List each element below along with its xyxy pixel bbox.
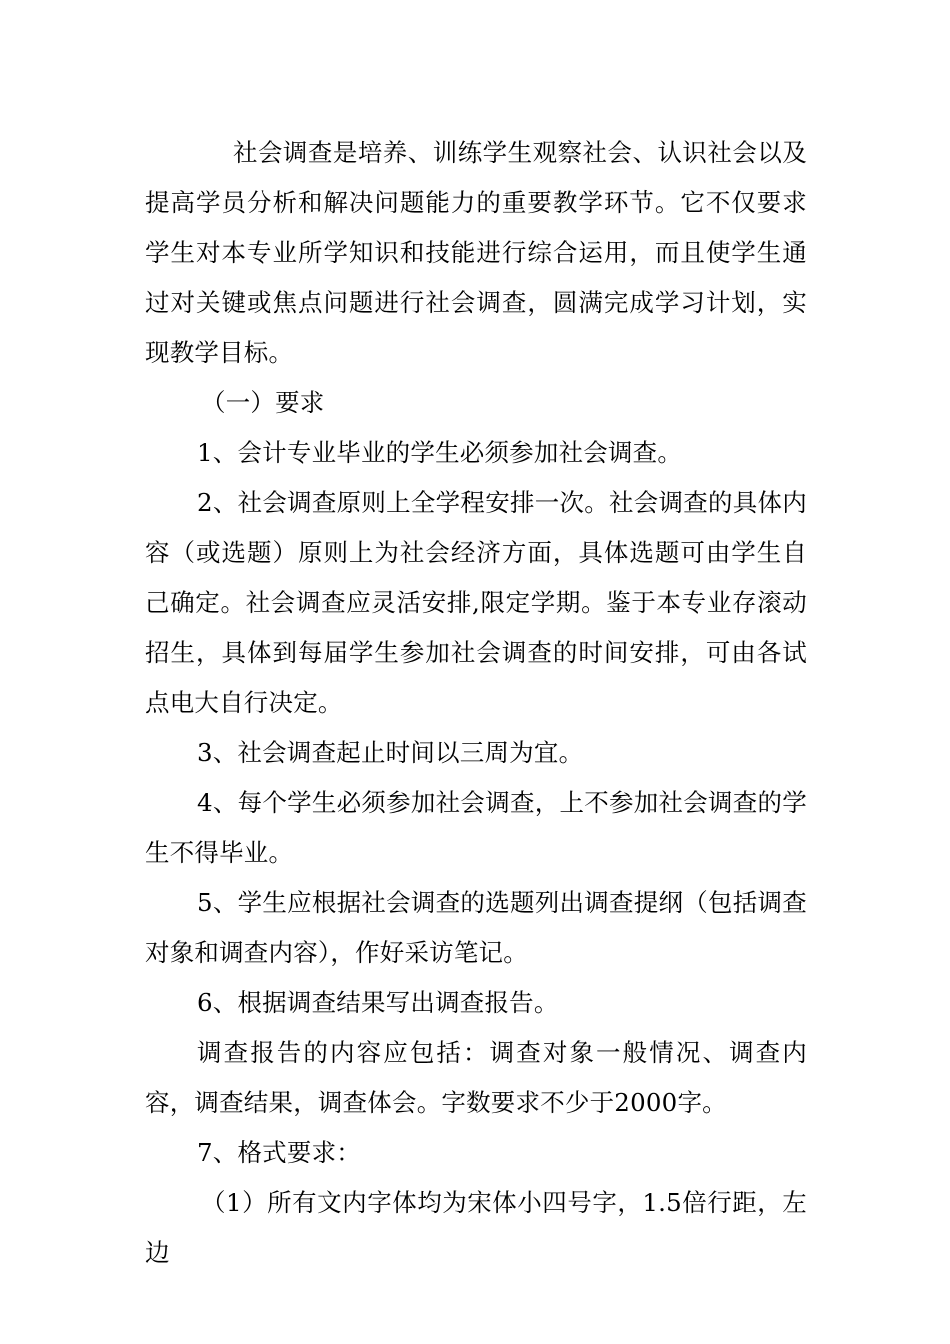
requirement-item-2: 2、社会调查原则上全学程安排一次。社会调查的具体内容（或选题）原则上为社会经济方面，具体选题可由学生自己确定。社会调查应灵活安排,限定学期。鉴于本专业存滚动招生，具体到每届学生参加社会调查的时间安排，可由各试点电大自行决定。	[145, 488, 807, 717]
report-content-paragraph: 调查报告的内容应包括：调查对象一般情况、调查内容，调查结果，调查体会。字数要求不少于2000字。	[145, 1038, 807, 1117]
requirement-item-7: 7、格式要求：	[197, 1138, 361, 1167]
requirement-item-1: 1、会计专业毕业的学生必须参加社会调查。	[197, 438, 683, 467]
requirement-item-6: 6、根据调查结果写出调查报告。	[197, 988, 559, 1017]
requirement-item-4: 4、每个学生必须参加社会调查，上不参加社会调查的学生不得毕业。	[145, 788, 807, 867]
requirement-item-3: 3、社会调查起止时间以三周为宜。	[197, 738, 584, 767]
requirement-item-5: 5、学生应根据社会调查的选题列出调查提纲（包括调查对象和调查内容），作好采访笔记。	[145, 888, 807, 967]
section-heading: （一）要求	[201, 388, 325, 417]
format-subitem-1: （1）所有文内字体均为宋体小四号字，1.5倍行距，左边	[145, 1188, 807, 1267]
document-body	[145, 128, 807, 1278]
intro-paragraph: 社会调查是培养、训练学生观察社会、认识社会以及提高学员分析和解决问题能力的重要教学环节。它不仅要求学生对本专业所学知识和技能进行综合运用，而且使学生通过对关键或焦点问题进行社会调查，圆满完成学习计划，实现教学目标。	[145, 138, 807, 367]
